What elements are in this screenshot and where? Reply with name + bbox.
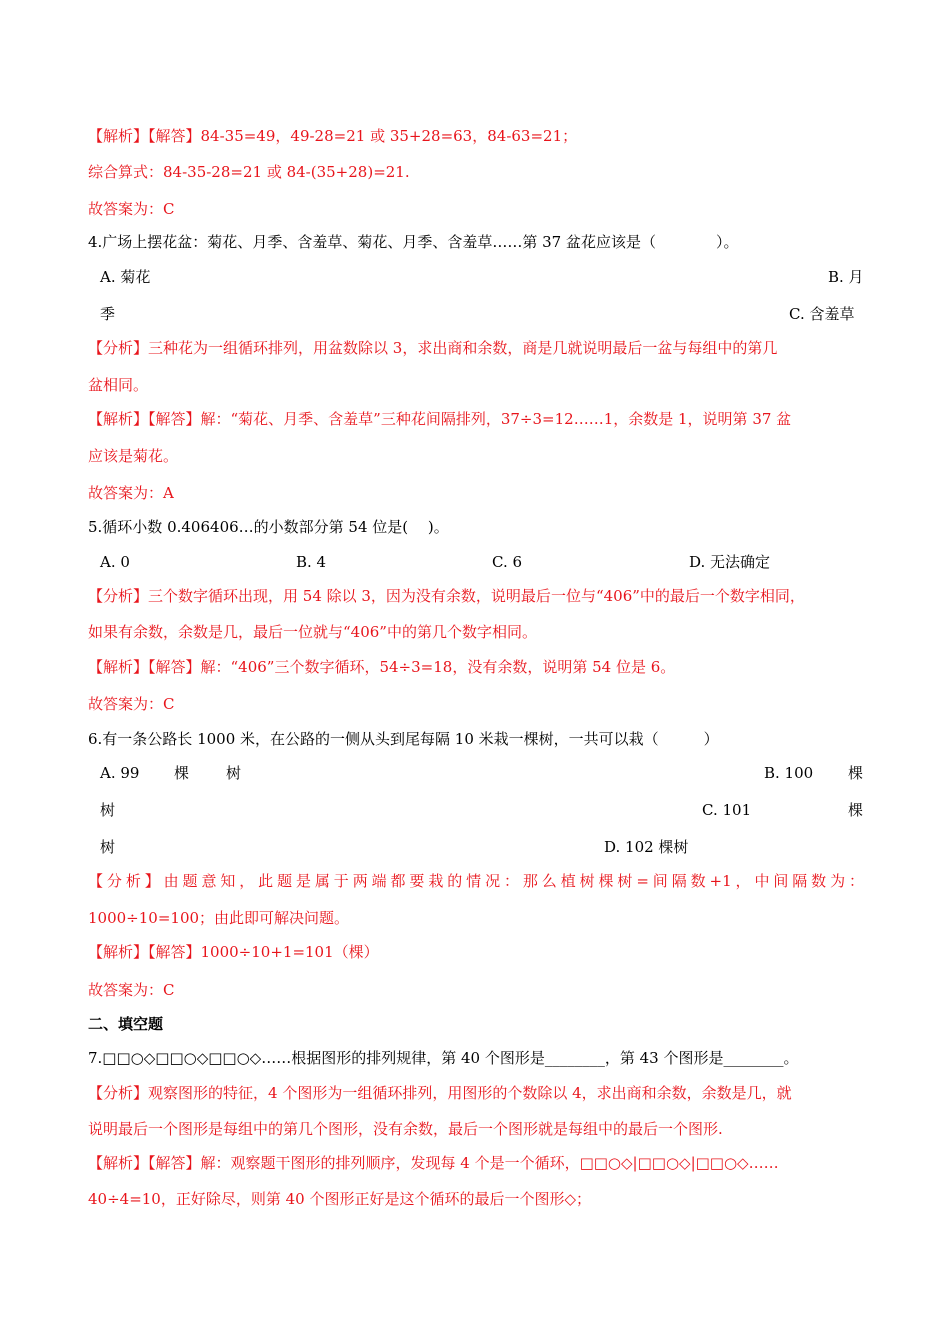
q6-option-a-word-1: 棵 xyxy=(174,764,190,782)
q6-analysis-line-2: 1000÷10=100；由此即可解决问题。 xyxy=(88,909,350,927)
q5-conclusion: 故答案为：C xyxy=(88,695,175,713)
q6-option-c-number: C. 101 xyxy=(702,801,752,819)
q3-answer-line-1: 【解析】【解答】84-35=49，49-28=21 或 35+28=63，84-63=21； xyxy=(88,127,578,145)
q6-option-a-word-2: 树 xyxy=(226,764,242,782)
q4-option-a: A. 菊花 xyxy=(100,268,151,286)
q6-option-a-number: A. 99 xyxy=(100,764,140,782)
q3-answer-line-2: 综合算式：84-35-28=21 或 84-(35+28)=21. xyxy=(88,163,410,181)
q7-answer-line-2: 40÷4=10，正好除尽，则第 40 个图形正好是这个循环的最后一个图形◇； xyxy=(88,1190,592,1208)
q5-option-a: A. 0 xyxy=(100,553,130,571)
q5-analysis-line-2: 如果有余数，余数是几，最后一位就与“406”中的第几个数字相同。 xyxy=(88,623,537,641)
q6-option-b-word-2: 树 xyxy=(100,801,116,819)
q6-option-b-number: B. 100 xyxy=(764,764,814,782)
q7-question: 7.□□○◇□□○◇□□○◇……根据图形的排列规律，第 40 个图形是________，第 43 个图形是________。 xyxy=(88,1049,799,1067)
q3-conclusion: 故答案为：C xyxy=(88,200,175,218)
q5-option-d: D. 无法确定 xyxy=(689,553,771,571)
q6-question: 6.有一条公路长 1000 米，在公路的一侧从头到尾每隔 10 米栽一棵树，一共可以栽（ ） xyxy=(88,730,719,748)
q5-question: 5.循环小数 0.406406…的小数部分第 54 位是( )。 xyxy=(88,518,449,536)
q4-analysis-line-2: 盆相同。 xyxy=(88,376,149,394)
q4-analysis-line-1: 【分析】三种花为一组循环排列，用盆数除以 3，求出商和余数，商是几就说明最后一盆与每组中的第几 xyxy=(88,339,778,357)
q7-analysis-line-1: 【分析】观察图形的特征，4 个图形为一组循环排列，用图形的个数除以 4，求出商和余数，余数是几，就 xyxy=(88,1084,792,1102)
q4-answer-line-2: 应该是菊花。 xyxy=(88,447,179,465)
q6-option-b-word-1: 棵 xyxy=(848,764,864,782)
q7-analysis-line-2: 说明最后一个图形是每组中的第几个图形，没有余数，最后一个图形就是每组中的最后一个图形. xyxy=(88,1120,723,1138)
q6-analysis-line-1: 【分析】由题意知，此题是属于两端都要栽的情况：那么植树棵树=间隔数+1，中间隔数为： xyxy=(88,872,864,890)
q4-option-b-part2: 季 xyxy=(100,305,116,323)
q5-analysis-line-1: 【分析】三个数字循环出现，用 54 除以 3，因为没有余数，说明最后一位与“406”中的最后一个数字相同， xyxy=(88,587,805,605)
q6-conclusion: 故答案为：C xyxy=(88,981,175,999)
q4-option-b-part1: B. 月 xyxy=(828,268,864,286)
q6-option-d: D. 102 棵树 xyxy=(604,838,689,856)
q4-question: 4.广场上摆花盆：菊花、月季、含羞草、菊花、月季、含羞草……第 37 盆花应该是（ ）。 xyxy=(88,233,739,251)
q5-option-c: C. 6 xyxy=(492,553,523,571)
q5-option-b: B. 4 xyxy=(296,553,327,571)
q4-option-c: C. 含羞草 xyxy=(789,305,855,323)
q5-answer-line-1: 【解析】【解答】解：“406”三个数字循环，54÷3=18，没有余数，说明第 54 位是 6。 xyxy=(88,658,676,676)
q6-option-c-word-1: 棵 xyxy=(848,801,864,819)
q4-answer-line-1: 【解析】【解答】解：“菊花、月季、含羞草”三种花间隔排列，37÷3=12……1，余数是 1，说明第 37 盆 xyxy=(88,410,792,428)
q6-option-c-word-2: 树 xyxy=(100,838,116,856)
q7-answer-line-1: 【解析】【解答】解：观察题干图形的排列顺序，发现每 4 个是一个循环，□□○◇|□□○◇|□□○◇…… xyxy=(88,1154,779,1172)
q4-conclusion: 故答案为：A xyxy=(88,484,174,502)
section-heading-fill-in: 二、填空题 xyxy=(88,1015,164,1033)
q6-answer-line-1: 【解析】【解答】1000÷10+1=101（棵） xyxy=(88,943,379,961)
